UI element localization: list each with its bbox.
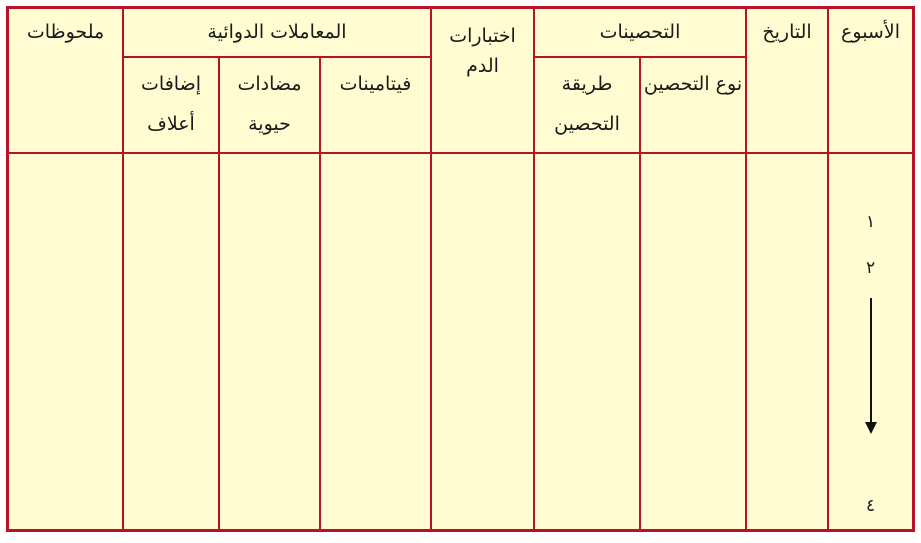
header-vaccine-type: نوع التحصين xyxy=(640,57,746,153)
header-vaccinations: التحصينات xyxy=(534,9,746,57)
header-blood-tests: اختبارات الدم xyxy=(431,9,534,153)
cell-vaccine-type[interactable] xyxy=(640,153,746,529)
header-feed-additives: إضافات أعلاف xyxy=(123,57,219,153)
header-notes: ملحوظات xyxy=(9,9,123,153)
week-column-body xyxy=(828,153,912,529)
header-vitamins: فيتامينات xyxy=(320,57,431,153)
week-marker-2: ٢ xyxy=(865,258,876,278)
header-week: الأسبوع xyxy=(828,9,912,153)
week-marker-4: ٤ xyxy=(865,496,876,516)
cell-vitamins[interactable] xyxy=(320,153,431,529)
header-date: التاريخ xyxy=(746,9,828,153)
arrow-head xyxy=(865,422,877,434)
cell-date[interactable] xyxy=(746,153,828,529)
record-table-frame xyxy=(6,6,915,532)
cell-blood-tests[interactable] xyxy=(431,153,534,529)
cell-vaccine-method[interactable] xyxy=(534,153,640,529)
arrow-shaft xyxy=(870,298,872,424)
cell-antibiotics[interactable] xyxy=(219,153,320,529)
week-marker-1: ١ xyxy=(865,212,876,232)
cell-feed-additives[interactable] xyxy=(123,153,219,529)
header-drug-treatments: المعاملات الدوائية xyxy=(123,9,431,57)
header-antibiotics: مضادات حيوية xyxy=(219,57,320,153)
cell-notes[interactable] xyxy=(9,153,123,529)
poultry-record-table xyxy=(9,9,912,529)
header-vaccine-method: طريقة التحصين xyxy=(534,57,640,153)
